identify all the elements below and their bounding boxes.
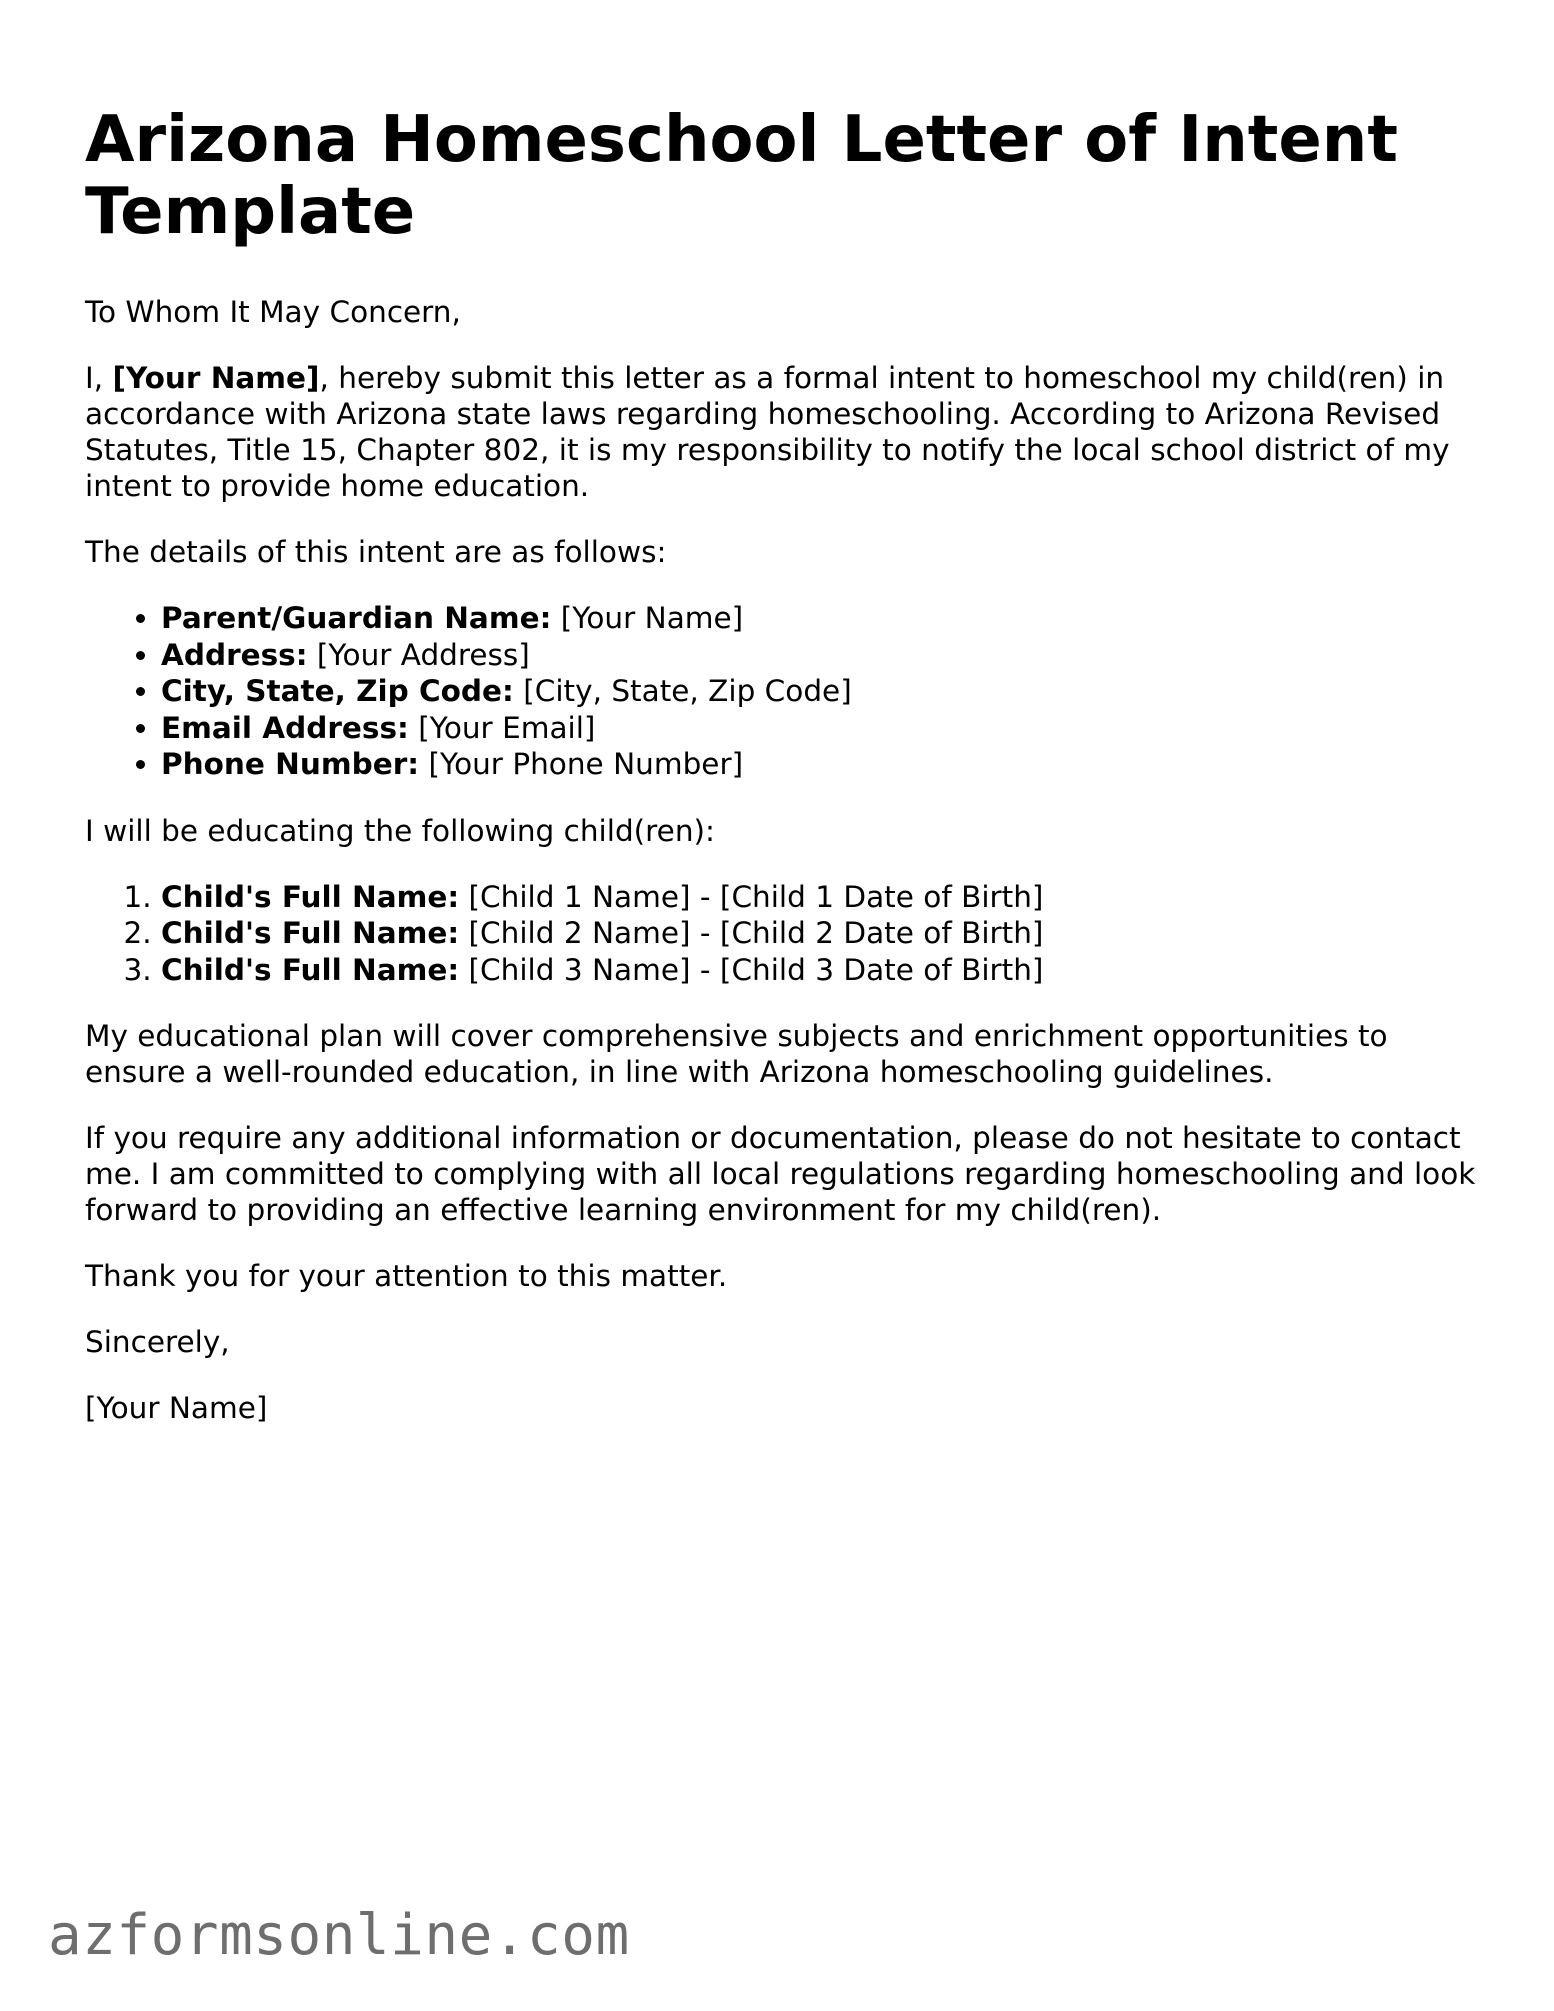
- children-intro: I will be educating the following child(ren):: [85, 813, 715, 848]
- child-value: [Child 2 Name] - [Child 2 Date of Birth]: [459, 916, 1044, 950]
- list-item: [161, 879, 1485, 916]
- contact-paragraph: If you require any additional information or documentation, please do not hesitate to contact me. I am committed to complying with all local regulations regarding homeschooling and look forward to providing an effective learning environment for my child(ren).: [85, 1121, 1476, 1227]
- child-value: [Child 3 Name] - [Child 3 Date of Birth]: [459, 952, 1044, 987]
- child-value: [Child 1 Name] - [Child 1 Date of Birth]: [459, 879, 1044, 914]
- list-item: [161, 673, 1485, 710]
- list-item: [161, 637, 1485, 674]
- details-list: [85, 600, 1485, 783]
- document-title: Arizona Homeschool Letter of Intent Template: [85, 103, 1398, 249]
- plan-paragraph: My educational plan will cover comprehensive subjects and enrichment opportunities to ensure a well-rounded education, in line with Arizona homeschooling guidelines.: [85, 1019, 1388, 1089]
- letter-document: [85, 104, 1485, 1456]
- list-item: [161, 915, 1485, 952]
- site-watermark: azformsonline.com: [48, 1903, 630, 1968]
- intro-text: , hereby submit this letter as a formal intent to homeschool my child(ren) in accordance with Arizona state laws regarding homeschooling. According to Arizona Revised Statutes, Title 15, Chapter 802, it is my responsibility to notify the local school district of my intent to provide home education.: [85, 361, 1450, 503]
- detail-label: Parent/Guardian Name:: [161, 601, 552, 635]
- detail-label: Address:: [161, 637, 308, 672]
- details-intro: The details of this intent are as follows:: [85, 535, 667, 569]
- children-list: [85, 879, 1485, 989]
- child-label: Child's Full Name:: [161, 879, 460, 914]
- intro-paragraph: [85, 360, 1485, 504]
- child-label: Child's Full Name:: [161, 916, 460, 950]
- detail-value: [Your Address]: [307, 637, 530, 672]
- intro-prefix: I,: [85, 361, 113, 395]
- list-item: [161, 746, 1485, 783]
- list-item: [161, 600, 1485, 637]
- list-item: [161, 952, 1485, 989]
- signature-line: [Your Name]: [85, 1391, 268, 1425]
- closing-line: Sincerely,: [85, 1325, 230, 1359]
- detail-value: [Your Name]: [551, 601, 744, 635]
- thanks-line: Thank you for your attention to this matter.: [85, 1259, 728, 1293]
- intro-name-placeholder: [Your Name]: [112, 361, 320, 395]
- detail-value: [Your Phone Number]: [419, 747, 744, 781]
- detail-value: [City, State, Zip Code]: [513, 674, 852, 708]
- detail-value: [Your Email]: [408, 710, 596, 745]
- detail-label: Email Address:: [161, 710, 409, 745]
- child-label: Child's Full Name:: [161, 952, 460, 987]
- salutation: To Whom It May Concern,: [85, 295, 461, 329]
- detail-label: City, State, Zip Code:: [161, 674, 514, 708]
- list-item: [161, 710, 1485, 747]
- detail-label: Phone Number:: [161, 747, 420, 781]
